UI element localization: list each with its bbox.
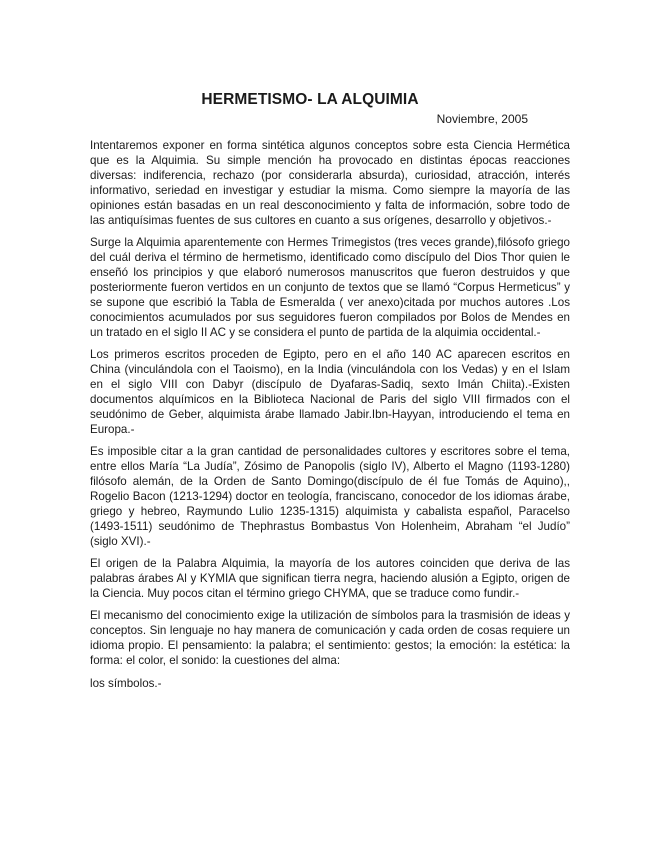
paragraph-personalities: Es imposible citar a la gran cantidad de personalidades cultores y escritores sobre el tema, entre ellos María “La Judía”, Zósimo de Panopolis (siglo IV), Alberto el Magno (1193-1280) filósofo alemán, de la Orden de Santo Domingo(discípulo de él fue Tomás de Aquino),, Rogelio Bacon (1213-1294) doctor en teología, franciscano, conocedor de los idiomas árabe, griego y hebreo, Raymundo Lulio 1235-1315) alquimista y cabalista español, Paracelso (1493-1511) seudónimo de Thephrastus Bombastus Von Holenheim, Abraham “el Judío” (siglo XVI).-: [90, 445, 570, 548]
paragraph-word-origin: El origen de la Palabra Alquimia, la mayoría de los autores coinciden que deriva de las palabras árabes Al y KYMIA que significan tierra negra, haciendo alusión a Egipto, origen de la Ciencia. Muy pocos citan el término griego CHYMA, que se traduce como fundir.-: [90, 557, 570, 600]
paragraph-intro: Intentaremos exponer en forma sintética algunos conceptos sobre esta Ciencia Hermética que es la Alquimia. Su simple mención ha provocado en distintas épocas reacciones diversas: indiferencia, rechazo (por considerarla absurda), curiosidad, atracción, interés informativo, seriedad en investigar y estudiar la misma. Como siempre la mayoría de las opiniones están basadas en un real desconocimiento y falta de información, sobre todo de las antiquísimas fuentes de sus cultores en cuanto a sus orígenes, desarrollo y objetivos.-: [90, 139, 570, 227]
paragraph-symbols: El mecanismo del conocimiento exige la utilización de símbolos para la trasmisión de ideas y conceptos. Sin lenguaje no hay manera de comunicación y cada orden de cosas requiere un idioma propio. El pensamiento: la palabra; el sentimiento: gestos; la emoción: la estética: la forma: el color, el sonido: la cuestiones del alma:: [90, 609, 570, 667]
paragraph-closing: los símbolos.-: [90, 677, 162, 690]
document-title: HERMETISMO- LA ALQUIMIA: [201, 91, 419, 108]
document-body: [90, 138, 570, 698]
paragraph-origins-hermes: Surge la Alquimia aparentemente con Hermes Trimegistos (tres veces grande),filósofo griego del cuál deriva el término de hermetismo, identificado como discípulo del Dios Thor quien le enseñó los principios y que elaboró numerosos manuscritos que fueron destruidos y que posteriormente fueron vertidos en un conjunto de textos que se llamó “Corpus Hermeticus” y se supone que escribió la Tabla de Esmeralda ( ver anexo)citada por muchos autores .Los conocimientos acumulados por sus seguidores fueron compilados por Bolos de Mendes en un tratado en el siglo II AC y se considera el punto de partida de la alquimia occidental.-: [90, 236, 570, 339]
document-date: Noviembre, 2005: [436, 112, 528, 126]
paragraph-early-writings: Los primeros escritos proceden de Egipto, pero en el año 140 AC aparecen escritos en China (vinculándola con el Taoismo), en la India (vinculándola con los Vedas) y en el Islam en el siglo VIII con Dabyr (discípulo de Dyafaras-Sadiq, sexto Imán Chiita).-Existen documentos alquímicos en la Biblioteca Nacional de Paris del siglo VIII firmados con el seudónimo de Geber, alquimista árabe llamado Jabir.Ibn-Hayyan, introduciendo el tema en Europa.-: [90, 348, 570, 436]
